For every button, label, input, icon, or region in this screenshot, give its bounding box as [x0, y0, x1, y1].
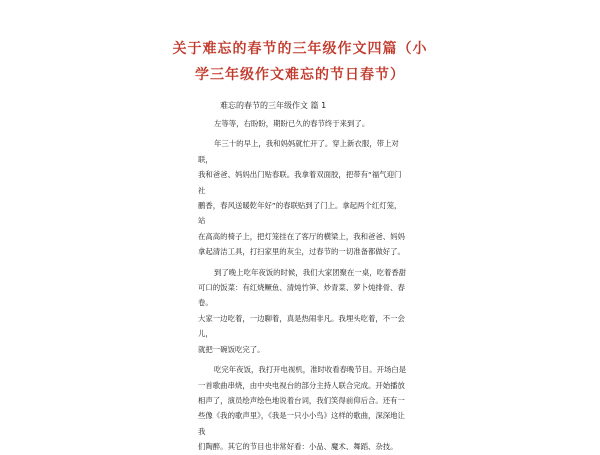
essay-body	[198, 116, 408, 455]
paragraph-line: 吃完年夜饭，我打开电视机，准时收看春晚节目。开场白是	[214, 365, 407, 375]
paragraph-line: 些像《我的歌声里》，《我是一只小小鸟》这样的歌曲，深深地让我	[198, 411, 405, 436]
paragraph-line: 拿起清洁工具，打扫家里的灰尘，过春节的一切准备都做好了。	[198, 247, 405, 257]
paragraph-line: 左等等，右盼盼，期盼已久的春节终于来到了。	[214, 119, 370, 128]
paragraph-line: 大家一边吃着，一边聊着，真是热闹非凡。我埋头吃着，不一会儿，	[198, 313, 405, 339]
paragraph-line: 我和爸爸、妈妈出门贴春联。我拿着双面胶，把带有“福气迎门社	[198, 170, 402, 195]
paragraph-line: 在高高的椅子上，把灯笼挂在了客厅的横梁上，我和爸爸、妈妈	[198, 231, 405, 241]
paragraph-line: 鹏香，春风送暖乾年好”的春联贴到了门上。拿起两个红灯笼，站	[198, 201, 402, 226]
document-title-line-1: 关于难忘的春节的三年级作文四篇（小	[172, 41, 428, 57]
paragraph-line: 年三十的早上，我和妈妈就忙开了。穿上新衣服，带上对联，	[198, 139, 399, 164]
document-title-line-2: 学三年级作文难忘的节日春节）	[195, 67, 405, 83]
paragraph-line: 们陶醉。其它的节目也非常好看：小品、魔术、舞蹈、杂技。	[198, 442, 398, 452]
section-subtitle: 难忘的春节的三年级作文 篇 1	[220, 101, 327, 110]
paragraph-line: 一首歌曲串烧，由中央电视台的部分主持人联合完成。开始播放	[198, 380, 405, 390]
paragraph-line: 就把一碗饭吃完了。	[198, 344, 265, 354]
paragraph-line: 到了晚上吃年夜饭的时候，我们大家团聚在一桌，吃着香甜	[214, 267, 407, 277]
paragraph-line: 可口的饭菜：有红烧鳜鱼、清炖竹笋、炒青菜、萝卜炖排骨、春卷。	[198, 283, 405, 308]
paragraph-line: 相声了，演员绘声绘色地说着台词，我们笑得前仰后合。还有一	[198, 395, 405, 405]
